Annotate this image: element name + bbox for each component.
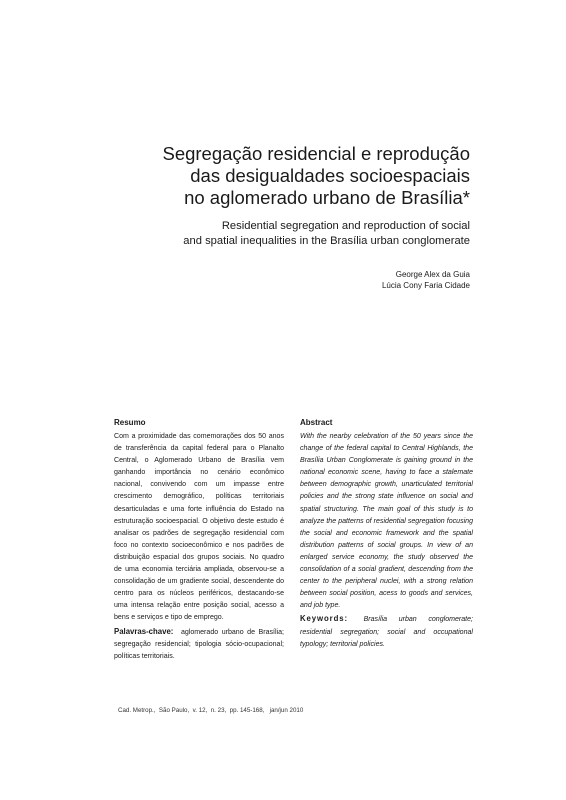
abstract-section — [300, 417, 473, 651]
author-list — [382, 269, 470, 291]
author-name: Lúcia Cony Faria Cidade — [381, 281, 470, 290]
subtitle-line: and spatial inequalities in the Brasília urban conglomerate — [183, 235, 470, 247]
keywords-label: Keywords: — [300, 614, 348, 624]
palavras-chave-label: Palavras-chave: — [114, 626, 174, 636]
title-line: das desigualdades socioespaciais — [190, 165, 470, 186]
keywords-italic-text: Brasília urban conglomerate; — [363, 616, 473, 624]
palavras-chave-text: aglomerado urbano de Brasília; segregação residencial; tipologia sócio-ocupacional; políticas territoriais. — [114, 628, 284, 660]
author-name: George Alex da Guia — [395, 270, 470, 279]
article-subtitle — [90, 219, 470, 249]
article-title — [110, 143, 470, 209]
abstract-heading: Abstract — [300, 418, 333, 427]
journal-footer: Cad. Metrop., São Paulo, v. 12, n. 23, pp. 145-168, jan/jun 2010 — [118, 707, 304, 714]
subtitle-line: Residential segregation and reproduction of social — [221, 220, 470, 232]
abstract-text: With the nearby celebration of the 50 years since the change of the federal capital to Central Highlands, the Brasília Urban Conglomerate is gaining ground in the national economic scene, having to face a stalemate between demographic growth, unarticulated territorial policies and the strong state influence on social and spatial structuring. The main goal of this study is to analyze the patterns of residential segregation focusing the social and economic framework and the spatial distribution patterns of social groups. In view of an enlarged service economy, the study observed the consolidation of a social gradient, descending from the center to the peripheral nuclei, with a strong relation between social position, acess to goods and services, and job type. — [300, 433, 473, 610]
keywords-text: residential segregation; social and occupational typology; territorial policies. — [300, 628, 473, 648]
resumo-section — [114, 417, 284, 663]
title-line: Segregação residencial e reprodução — [162, 143, 470, 164]
title-line: no aglomerado urbano de Brasília* — [184, 187, 470, 208]
keywords — [300, 613, 473, 650]
resumo-text: Com a proximidade das comemorações dos 50 anos de transferência da capital federal para o Planalto Central, o Aglomerado Urbano de Brasília vem ganhando importância no cenário econômico nacional, convivendo com um impasse entre crescimento demográfico, políticas territoriais desarticuladas e uma forte influência do Estado na estruturação socioespacial. O objetivo deste estudo é analisar os padrões de segregação residencial com foco no contexto socioeconômico e nos padrões de distribuição espacial dos grupos sociais. No quadro de uma economia terciária ampliada, observou-se a consolidação de um gradiente social, descendente do centro para os núcleos periféricos, destacando-se uma intensa relação entre posição social, acesso a bens e serviços e tipo de emprego. — [114, 433, 284, 622]
palavras-chave — [114, 626, 284, 663]
resumo-heading: Resumo — [114, 418, 146, 427]
